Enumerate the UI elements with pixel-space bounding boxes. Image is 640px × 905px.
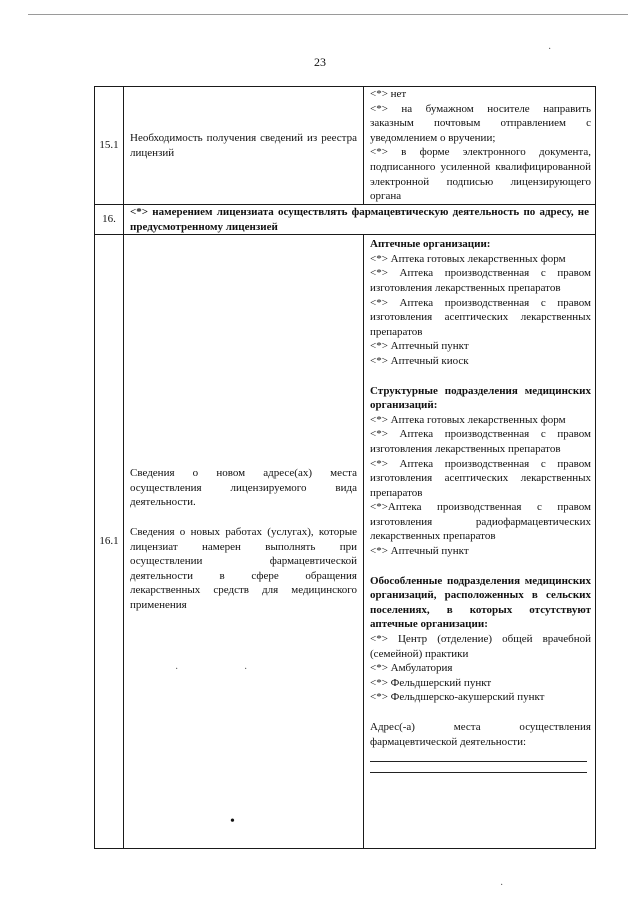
options-cell [364, 235, 596, 849]
scan-speck: • [230, 814, 235, 829]
option-item[interactable]: <*> Аптека производственная с правом изготовления асептических лекарственных препаратов [370, 296, 591, 338]
group-heading-medical-divisions: Структурные подразделения медицинских организаций: [370, 384, 591, 412]
field-label [124, 235, 364, 849]
option-item[interactable]: <*> Аптека производственная с правом изготовления лекарственных препаратов [370, 428, 591, 455]
top-scan-rule [28, 14, 628, 15]
row-16-1 [95, 235, 596, 849]
label-text-address: Сведения о новом адресе(ах) места осуществления лицензируемого вида деятельности. [130, 467, 357, 509]
option-item[interactable]: <*> Аптека готовых лекарственных форм [370, 252, 566, 265]
option-item[interactable]: <*> Аптека производственная с правом изготовления асептических лекарственных препаратов [370, 457, 591, 499]
option-item[interactable]: <*> Аптека производственная с правом изготовления лекарственных препаратов [370, 267, 591, 294]
address-input-line[interactable] [370, 772, 587, 773]
option-item[interactable]: <*> на бумажном носителе направить заказным почтовым отправлением с уведомлением о вручении; [370, 102, 591, 144]
option-item[interactable]: <*> Аптека готовых лекарственных форм [370, 413, 566, 426]
option-item[interactable]: <*> нет [370, 88, 407, 100]
row-number: 15.1 [95, 87, 124, 205]
option-item[interactable]: <*> Амбулатория [370, 662, 453, 675]
scan-speck: · [548, 44, 552, 55]
row-number: 16.1 [95, 235, 124, 849]
option-item[interactable]: <*> Аптечный киоск [370, 354, 469, 367]
field-label [124, 87, 364, 205]
section-heading-cell [124, 205, 596, 235]
option-item[interactable]: <*> Аптечный пункт [370, 545, 469, 558]
address-label: Адрес(-а) места осуществления фармацевтической деятельности: [370, 721, 591, 748]
scan-speck: · [175, 664, 179, 675]
scan-speck: · [244, 664, 248, 675]
option-item[interactable]: <*> Аптечный пункт [370, 340, 469, 353]
section-heading[interactable]: <*> намерением лицензиата осуществлять фармацевтическую деятельность по адресу, не предусмотренному лицензией [130, 206, 589, 233]
row-16 [95, 205, 596, 235]
option-item[interactable]: <*> Фельдшерский пункт [370, 676, 492, 689]
scan-speck: · [500, 880, 504, 891]
option-item[interactable]: <*>Аптека производственная с правом изготовления радиофармацевтических лекарственных препаратов [370, 501, 591, 543]
options-cell [364, 87, 596, 205]
row-15-1 [95, 87, 596, 205]
page-number: 23 [314, 55, 326, 69]
group-heading-pharmacy: Аптечные организации: [370, 238, 491, 251]
group-heading-rural-divisions: Обособленные подразделения медицинских организаций, расположенных в сельских поселениях, в которых отсутствуют аптечные организации: [370, 574, 591, 631]
option-item[interactable]: <*> в форме электронного документа, подписанного усиленной квалифицированной электронной подписью лицензирующего органа [370, 146, 591, 203]
address-input-line[interactable] [370, 761, 587, 762]
label-text: Необходимость получения сведений из реестра лицензий [130, 131, 357, 159]
option-item[interactable]: <*> Центр (отделение) общей врачебной (семейной) практики [370, 633, 591, 660]
row-number: 16. [95, 205, 124, 235]
license-form-table [94, 86, 596, 849]
label-text-works: Сведения о новых работах (услугах), которые лицензиат намерен выполнять при осуществлении фармацевтической деятельности в сфере обращения лекарственных средств для медицинского применения [130, 525, 357, 611]
option-item[interactable]: <*> Фельдшерско-акушерский пункт [370, 691, 545, 704]
